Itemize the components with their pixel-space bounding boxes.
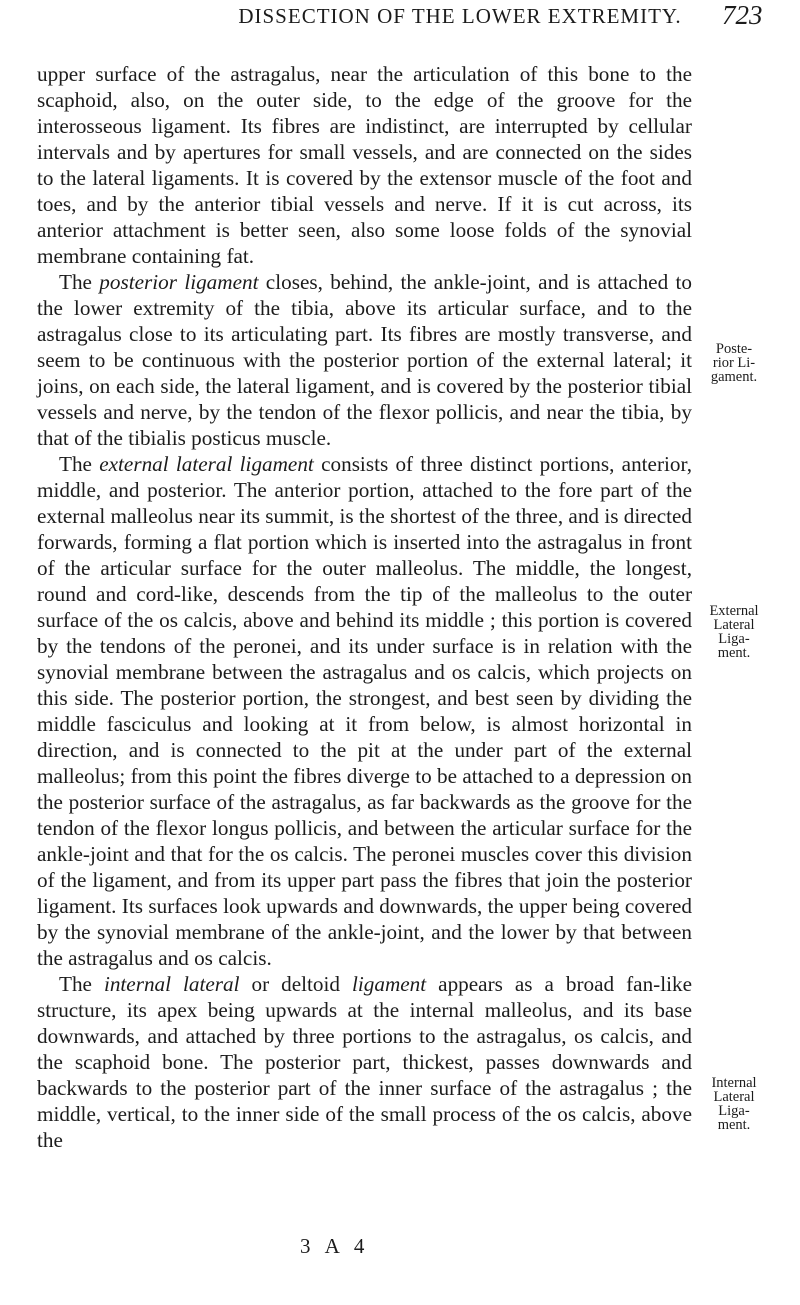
paragraph-2	[37, 269, 692, 451]
term-internal-lateral: internal lateral	[103, 972, 240, 996]
term-ligament: ligament	[352, 972, 427, 996]
page-number: 723	[722, 0, 763, 30]
signature-mark: 3 A 4	[300, 1234, 370, 1258]
paragraph-4	[37, 971, 692, 1153]
margin-note-line: ment.	[717, 645, 751, 661]
paragraph-3	[37, 451, 692, 971]
p2-body: closes, behind, the ankle-joint, and is attached to the lower extremity of the tibia, above its articular surface, and to the astragalus close to its articulating part. Its fibres are mostly transverse, and seem to be continuous with the posterior portion of the external lateral; it joins, on each side, the lateral ligament, and is covered by the posterior tibial vessels and nerve, by the tendon of the flexor pollicis, and near the tibia, by that of the tibialis posticus muscle.	[37, 270, 692, 450]
margin-note-line: ment.	[717, 1117, 751, 1133]
margin-note-line: Lateral	[713, 1089, 755, 1105]
paragraph-1: upper surface of the astragalus, near the articulation of this bone to the scaphoid, also, on the outer side, to the edge of the groove for the interosseous ligament. Its fibres are indistinct, are interrupted by cellular intervals and by apertures for small vessels, and are connected on the sides to the lateral ligaments. It is covered by the extensor muscle of the foot and toes, and by the anterior tibial vessels and nerve. If it is cut across, its anterior attachment is better seen, also some loose folds of the synovial membrane containing fat.	[37, 62, 692, 268]
term-posterior-ligament: posterior ligament	[99, 270, 259, 294]
p3-body: consists of three distinct portions, anterior, middle, and posterior. The anterior portion, attached to the fore part of the external malleolus near its summit, is the shortest of the three, and is directed forwards, forming a flat portion which is inserted into the astragalus in front of the articular surface for the outer malleolus. The middle, the longest, round and cord-like, descends from the tip of the malleolus to the outer surface of the os calcis, above and behind its middle ; this portion is covered by the tendons of the peronei, and its under surface is in relation with the synovial membrane between the astragalus and os calcis, which projects on this side. The posterior portion, the strongest, and best seen by dividing the middle fasciculus and looking at it from below, is almost horizontal in direction, and is connected to the pit at the under part of the external malleolus; from this point the fibres diverge to be attached to a depression on the posterior surface of the astragalus, as far backwards as the groove for the tendon of the flexor longus pollicis, and between the articular surface for the ankle-joint and that for the os calcis. The peronei muscles cover this division of the ligament, and from its upper part pass the fibres that join the posterior ligament. Its surfaces look upwards and downwards, the upper being covered by the synovial membrane of the ankle-joint, and the lower by that between the astragalus and os calcis.	[37, 452, 692, 970]
margin-note-internal-lateral-ligament	[693, 1076, 775, 1132]
margin-note-line: gament.	[710, 369, 758, 385]
margin-note-line: rior Li-	[712, 355, 756, 371]
p4-body: appears as a broad fan-like structure, its apex being upwards at the internal malleolus, and its base downwards, and attached by three portions to the astragalus, os calcis, and the scaphoid bone. The posterior part, thickest, passes downwards and backwards to the posterior part of the inner surface of the astragalus ; the middle, vertical, to the inner side of the small process of the os calcis, above the	[37, 972, 693, 1152]
p4-prefix: The	[59, 972, 104, 996]
margin-note-line: Lateral	[713, 617, 755, 633]
p3-prefix: The	[59, 452, 100, 476]
p4-or: or deltoid	[239, 972, 353, 996]
margin-note-external-lateral-ligament	[693, 604, 775, 660]
body-text	[37, 61, 692, 1153]
margin-note-line: External	[709, 603, 759, 619]
term-external-lateral-ligament: external lateral ligament	[99, 452, 314, 476]
margin-note-line: Liga-	[718, 631, 750, 647]
p2-prefix: The	[59, 270, 100, 294]
margin-note-line: Liga-	[718, 1103, 750, 1119]
margin-note-posterior-ligament	[693, 342, 775, 384]
margin-note-line: Internal	[711, 1075, 757, 1091]
running-title: DISSECTION OF THE LOWER EXTREMITY.	[238, 4, 682, 28]
margin-note-line: Poste-	[715, 341, 753, 357]
